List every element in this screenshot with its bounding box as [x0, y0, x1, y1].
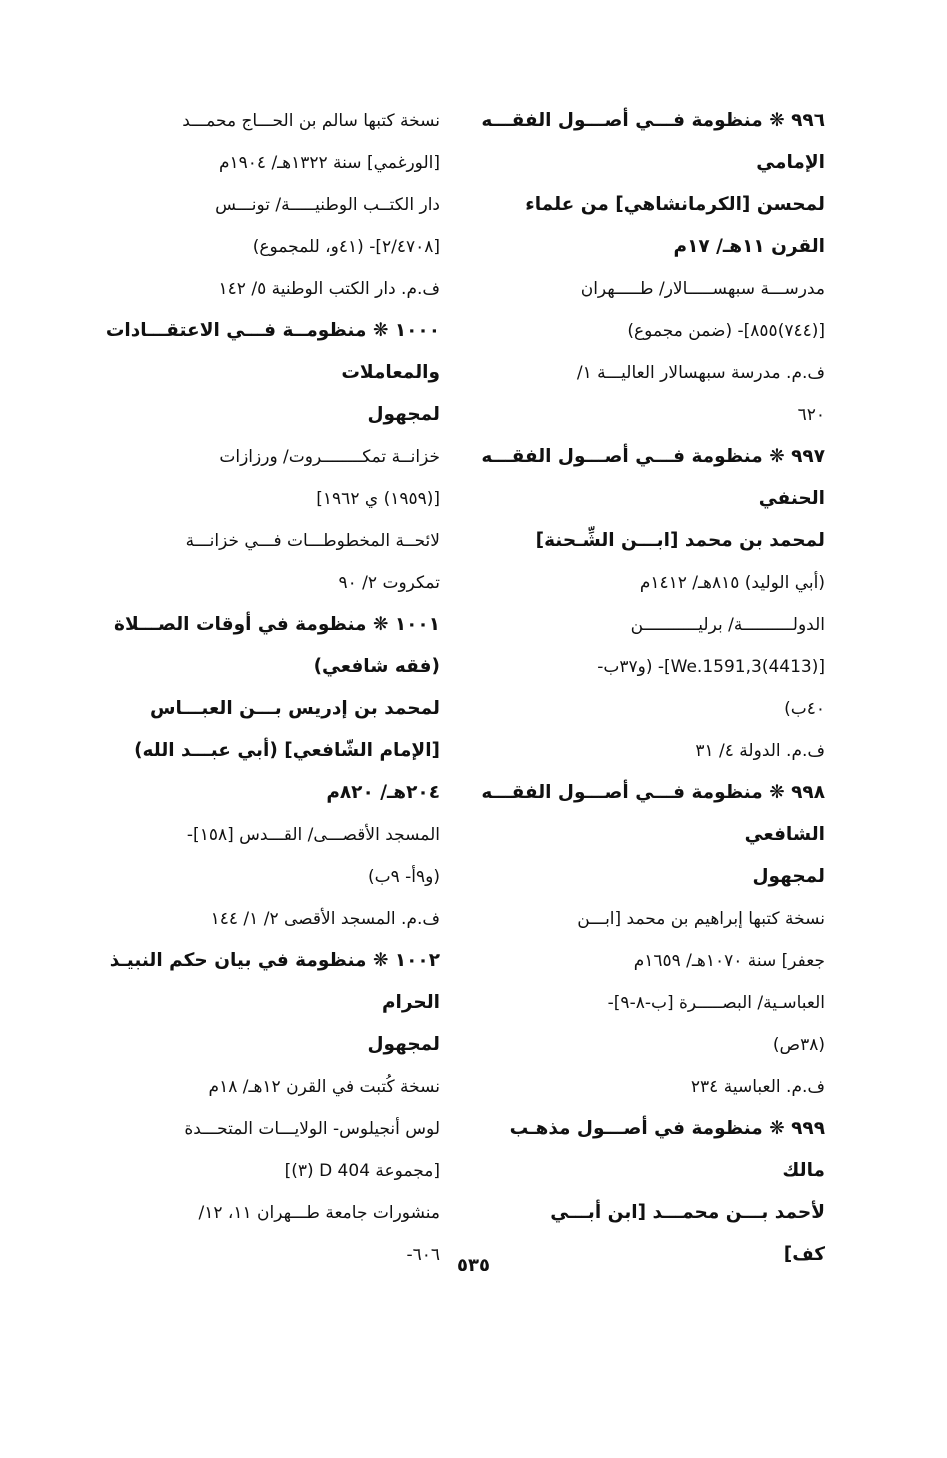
entry-heading-line: (فقه شافعي)	[313, 656, 440, 677]
entry-heading-line: الحنفي	[758, 488, 825, 509]
entry-detail-line: جعفر] سنة ١٠٧٠هـ/ ١٦٥٩م	[633, 951, 825, 971]
entry-detail-line: منشورات جامعة طـــهران ١١، ١٢/	[198, 1203, 440, 1223]
entry-detail-line: العباسـية/ البصـــــرة [ب-٨-٩]-	[607, 993, 825, 1013]
entry-detail-line: [(٧٤٤)٨٥٥]- (ضمن مجموع)	[627, 321, 825, 341]
entry-detail-line: الدولــــــــــة/ برليـــــــــــن	[630, 615, 825, 635]
entry-detail-line: [٢/٤٧٠٨]- (٤١و، للمجموع)	[252, 237, 440, 257]
entry-heading-line: ٩٩٨ ❋ منظومة فـــي أصـــول الفقـــه	[481, 782, 825, 803]
entry-heading-line: لأحمد بـــن محمـــد [ابن أبـــي	[550, 1202, 825, 1223]
entry-detail-line: ٦٢٠	[797, 405, 825, 425]
entry-heading-line: ١٠٠٢ ❋ منظومة في بيان حكم النبيـذ	[109, 950, 440, 971]
entry-heading-line: لمحمد بن محمد [ابـــن الشِّـحنة]	[535, 530, 825, 551]
entry-detail-line: ف.م. العباسية ٢٣٤	[690, 1077, 825, 1097]
entry-detail-line: نسخة كتبها إبراهيم بن محمد [ابـــن	[577, 909, 825, 929]
entry-heading-line: كف]	[783, 1244, 825, 1265]
entry-heading-line: ٩٩٩ ❋ منظومة في أصـــول مذهـب	[509, 1118, 825, 1139]
entry-detail-line: دار الكتــب الوطنيـــــة/ تونـــس	[215, 195, 440, 215]
entry-detail-line: [الورغمي] سنة ١٣٢٢هـ/ ١٩٠٤م	[218, 153, 440, 173]
entry-detail-line: لوس أنجيلوس- الولايـــات المتحـــدة	[184, 1119, 440, 1139]
entry-detail-line: [(١٩٥٩) ي ١٩٦٢]	[316, 489, 440, 509]
entry-detail-line: ٦٠٦-	[406, 1245, 440, 1265]
entry-detail-line: خزانــة تمكــــــــروت/ ورزازات	[219, 447, 440, 467]
entry-detail-line: تمكروت ٢/ ٩٠	[338, 573, 440, 593]
entry-detail-line: مدرســـة سبهســـــالار/ طـــــهران	[580, 279, 825, 299]
entry-heading-line: لمجهول	[367, 404, 440, 425]
entry-detail-line: نسخة كتبها سالم بن الحـــاج محمـــد	[182, 111, 440, 131]
entry-detail-line: ف.م. مدرسة سبهسالار العاليـــة ١/	[576, 363, 825, 383]
entry-heading-line: ٩٩٦ ❋ منظومة فـــي أصـــول الفقـــه	[481, 110, 825, 131]
entry-detail-line: (٣٨ص)	[772, 1035, 825, 1055]
entry-detail-line: ف.م. دار الكتب الوطنية ٥/ ١٤٢	[218, 279, 440, 299]
entry-heading-line: ١٠٠١ ❋ منظومة في أوقات الصـــلاة	[114, 614, 440, 635]
entry-heading-line: [الإمام الشّافعي] (أبي عبـــد الله)	[134, 740, 440, 761]
entry-heading-line: لمحسن [الكرمانشاهي] من علماء	[525, 194, 825, 215]
entry-detail-line: [مجموعة D 404 (٣)]	[284, 1161, 440, 1181]
entry-detail-line: ف.م. الدولة ٤/ ٣١	[695, 741, 825, 761]
entry-heading-line: ٩٩٧ ❋ منظومة فـــي أصـــول الفقـــه	[481, 446, 825, 467]
entry-detail-line: نسخة كُتبت في القرن ١٢هـ/ ١٨م	[208, 1077, 440, 1097]
entry-heading-line: لمحمد بن إدريس بـــن العبـــاس	[149, 698, 440, 719]
entry-heading-line: الشافعي	[744, 824, 825, 845]
entry-detail-line: المسجد الأقصـــى/ القـــدس [١٥٨]-	[186, 825, 440, 845]
entry-heading-line: ١٠٠٠ ❋ منظومــة فـــي الاعتقـــادات	[105, 320, 440, 341]
entry-heading-line: لمجهول	[752, 866, 825, 887]
entry-detail-line: (و٩أ- ٩ب)	[367, 867, 440, 887]
entry-detail-line: ف.م. المسجد الأقصى ٢/ ١/ ١٤٤	[210, 909, 440, 929]
entry-heading-line: القرن ١١هـ/ ١٧م	[673, 236, 825, 257]
entry-detail-line: (أبي الوليد) ٨١٥هـ/ ١٤١٢م	[639, 573, 825, 593]
entry-heading-line: الإمامي	[756, 152, 825, 173]
entry-heading-line: لمجهول	[367, 1034, 440, 1055]
entry-heading-line: ٢٠٤هـ/ ٨٢٠م	[326, 782, 440, 803]
entry-heading-line: والمعاملات	[341, 362, 440, 383]
entry-heading-line: مالك	[782, 1160, 825, 1181]
entry-heading-line: الحرام	[381, 992, 440, 1013]
left-column	[85, 100, 440, 1276]
right-column	[475, 100, 825, 1276]
entry-detail-line: ٤٠ب)	[784, 699, 825, 719]
page-number: ٥٣٥	[457, 1255, 490, 1276]
entry-detail-line: [(4413)We.1591,3]- (و٣٧ب-	[597, 657, 825, 677]
entry-detail-line: لائحــة المخطوطـــات فـــي خزانـــة	[185, 531, 440, 551]
